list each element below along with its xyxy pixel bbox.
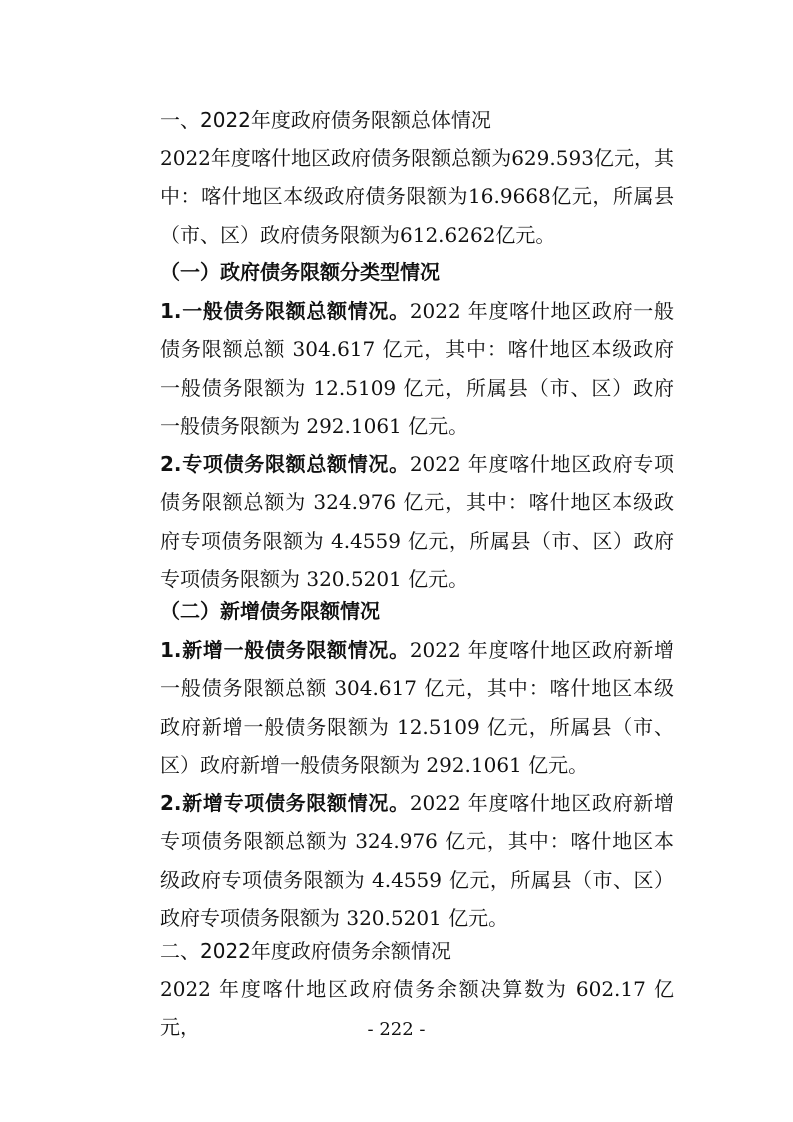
item-lead: 1.新增一般债务限额情况。 [160,638,410,662]
item-text: 2022 年度喀什地区政府一般债务限额总额 304.617 亿元，其中：喀什地区本级政府一般债务限额为 12.5109 亿元，所属县（市、区）政府一般债务限额为 292.1061 亿元。 [160,299,675,438]
section-heading-2: 二、2022年度政府债务余额情况 [160,939,451,963]
paragraph-general-debt-limit [160,292,674,445]
paragraph-special-debt-limit [160,445,674,598]
item-text: 2022 年度喀什地区政府新增专项债务限额总额为 324.976 亿元，其中：喀什地区本级政府专项债务限额为 4.4559 亿元，所属县（市、区）政府专项债务限额为 320.5201 亿元。 [160,791,675,930]
section-heading-1: 一、2022年度政府债务限额总体情况 [160,108,491,132]
paragraph-debt-balance-text: 2022 年度喀什地区政府债务余额决算数为 602.17 亿元， [160,977,674,1040]
item-lead: 2.专项债务限额总额情况。 [160,452,410,476]
subsection-heading-1: （一）政府债务限额分类型情况 [160,260,440,284]
item-lead: 1.一般债务限额总额情况。 [160,299,410,323]
subsection-heading-2: （二）新增债务限额情况 [160,599,380,623]
item-lead: 2.新增专项债务限额情况。 [160,791,410,815]
item-text: 2022 年度喀什地区政府专项债务限额总额为 324.976 亿元，其中：喀什地区本级政府专项债务限额为 4.4559 亿元，所属县（市、区）政府专项债务限额为 320.5201 亿元。 [160,452,675,591]
paragraph-new-special-debt-limit [160,784,674,937]
paragraph-new-general-debt-limit [160,631,674,784]
paragraph-limit-total-text: 2022年度喀什地区政府债务限额总额为629.593亿元，其中：喀什地区本级政府债务限额为16.9668亿元，所属县（市、区）政府债务限额为612.6262亿元。 [160,146,674,247]
paragraph-limit-total [160,139,674,254]
page-number: - 222 - [367,1019,426,1040]
item-text: 2022 年度喀什地区政府新增一般债务限额总额 304.617 亿元，其中：喀什地区本级政府新增一般债务限额为 12.5109 亿元，所属县（市、区）政府新增一般债务限额为 292.1061 亿元。 [160,638,675,777]
